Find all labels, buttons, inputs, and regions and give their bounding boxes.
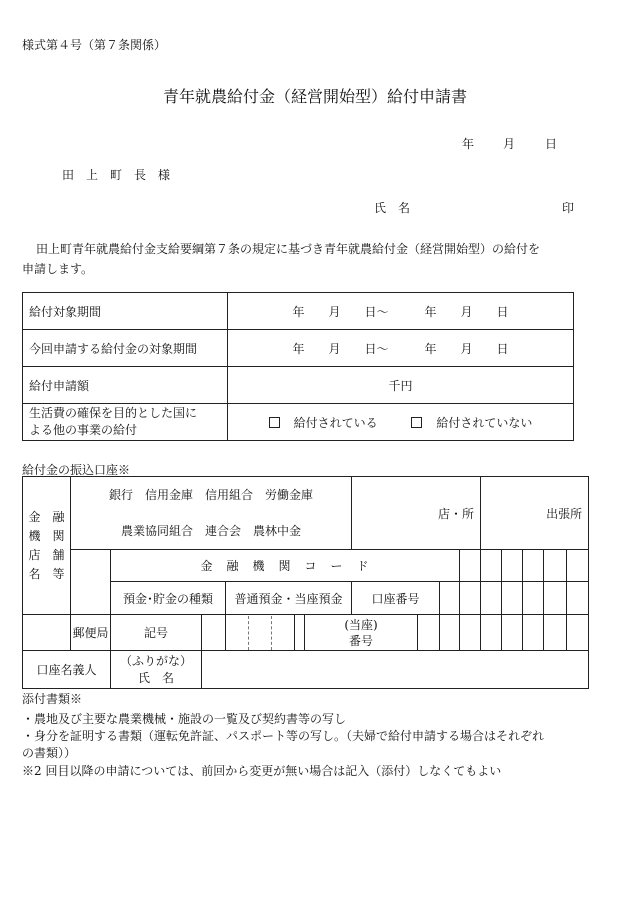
account-digit-5[interactable] (523, 582, 544, 615)
date-day-label: 日 (545, 137, 558, 151)
benefit-received-checkbox[interactable] (269, 417, 280, 428)
touza-number-label (305, 615, 418, 651)
code-digit-3[interactable] (502, 550, 523, 582)
date-month-label: 月 (503, 137, 516, 151)
number-label: 番号 (349, 633, 374, 648)
page-title: 青年就農給付金（経営開始型）給付申請書 (162, 87, 467, 106)
other-benefit-label-line2: よる他の事業の給付 (29, 423, 138, 437)
postal-number-digit-6[interactable] (523, 615, 544, 651)
account-digit-6[interactable] (544, 582, 567, 615)
institution-label-line4: 名 等 (28, 566, 65, 581)
account-digit-7[interactable] (567, 582, 589, 615)
other-benefit-label (23, 404, 228, 441)
code-row-spacer (71, 550, 111, 582)
current-period-label: 今回申請する給付金の対象期間 (23, 330, 228, 367)
code-digit-2[interactable] (481, 550, 502, 582)
institution-types-line1: 銀行 信用金庫 信用組合 労働金庫 (109, 488, 314, 502)
intro-line-2: 申請します。 (22, 262, 94, 276)
sub-branch-label: 出張所 (481, 477, 589, 550)
attachment-note: ※2 回目以降の申請については、前回から変更が無い場合は記入（添付）しなくてもよい (22, 764, 502, 778)
account-number-label: 口座番号 (352, 582, 440, 615)
attachments-title: 添付書類※ (22, 692, 83, 706)
symbol-digit-1[interactable] (202, 615, 226, 651)
account-digit-3[interactable] (481, 582, 502, 615)
amount-field[interactable] (228, 367, 574, 404)
attachment-item-2-cont: の書類）） (22, 746, 77, 760)
institution-types[interactable] (71, 477, 352, 550)
touza-label: (当座) (344, 617, 378, 632)
account-holder-label: 口座名義人 (23, 651, 111, 689)
other-benefit-label-line1: 生活費の確保を目的とした国に (29, 406, 198, 420)
symbol-label: 記号 (111, 615, 202, 651)
deposit-type-value[interactable]: 普通預金・当座預金 (226, 582, 352, 615)
attachment-item-1: ・農地及び主要な農業機械・施設の一覧及び契約書等の写し (22, 712, 347, 726)
intro-line-1: 田上町青年就農給付金支給要綱第７条の規定に基づき青年就農給付金（経営開始型）の給付を (36, 242, 541, 256)
furigana-label: （ふりがな） (119, 653, 192, 668)
account-digit-2[interactable] (460, 582, 481, 615)
benefit-received-label: 給付されている (293, 415, 378, 430)
branch-label: 店・所 (352, 477, 481, 550)
holder-name-label (111, 651, 202, 689)
other-benefit-options (228, 404, 574, 441)
code-digit-6[interactable] (567, 550, 589, 582)
institution-code-label: 金 融 機 関 コ ー ド (111, 550, 460, 582)
applicant-name-label: 氏 名 (374, 201, 411, 215)
account-section-title: 給付金の振込口座※ (22, 463, 131, 477)
code-digit-5[interactable] (544, 550, 567, 582)
postal-number-digit-3[interactable] (460, 615, 481, 651)
institution-label (23, 477, 71, 615)
code-digit-4[interactable] (523, 550, 544, 582)
postal-number-digit-2[interactable] (440, 615, 460, 651)
postal-number-digit-1[interactable] (418, 615, 440, 651)
amount-unit: 千円 (388, 378, 413, 393)
postal-label: 郵便局 (71, 615, 111, 651)
postal-number-digit-8[interactable] (567, 615, 589, 651)
postal-number-digit-5[interactable] (502, 615, 523, 651)
benefit-not-received-label: 給付されていない (436, 415, 533, 430)
postal-number-digit-7[interactable] (544, 615, 567, 651)
addressee: 田 上 町 長 様 (62, 168, 171, 182)
date-year-label: 年 (462, 137, 475, 151)
bank-account-table (22, 476, 589, 689)
institution-types-line2: 農業協同組合 連合会 農林中金 (121, 524, 302, 538)
institution-label-line3: 店 舗 (28, 547, 65, 562)
institution-label-line2: 機 関 (28, 528, 65, 543)
holder-name-text: 氏 名 (137, 670, 174, 685)
institution-label-line1: 金 融 (28, 509, 65, 524)
account-holder-field[interactable] (202, 651, 589, 689)
account-digit-1[interactable] (440, 582, 460, 615)
symbol-digit-5[interactable] (295, 615, 305, 651)
postal-number-digit-4[interactable] (481, 615, 502, 651)
deposit-type-label: 預金･貯金の種類 (111, 582, 226, 615)
amount-label: 給付申請額 (23, 367, 228, 404)
period-label: 給付対象期間 (23, 293, 228, 330)
period-field[interactable]: 年 月 日～ 年 月 日 (228, 293, 574, 330)
form-number: 様式第４号（第７条関係） (22, 38, 167, 52)
benefit-not-received-checkbox[interactable] (411, 417, 422, 428)
symbol-digits-2-4[interactable] (226, 615, 295, 651)
code-digit-1[interactable] (460, 550, 481, 582)
current-period-field[interactable]: 年 月 日～ 年 月 日 (228, 330, 574, 367)
main-table (22, 292, 574, 441)
account-digit-4[interactable] (502, 582, 523, 615)
seal-label: 印 (562, 201, 575, 215)
attachment-item-2: ・身分を証明する書類（運転免許証、パスポート等の写し。（夫婦で給付申請する場合はそれぞれ (22, 729, 545, 743)
deposit-row-spacer (71, 582, 111, 615)
postal-row-spacer (23, 615, 71, 651)
